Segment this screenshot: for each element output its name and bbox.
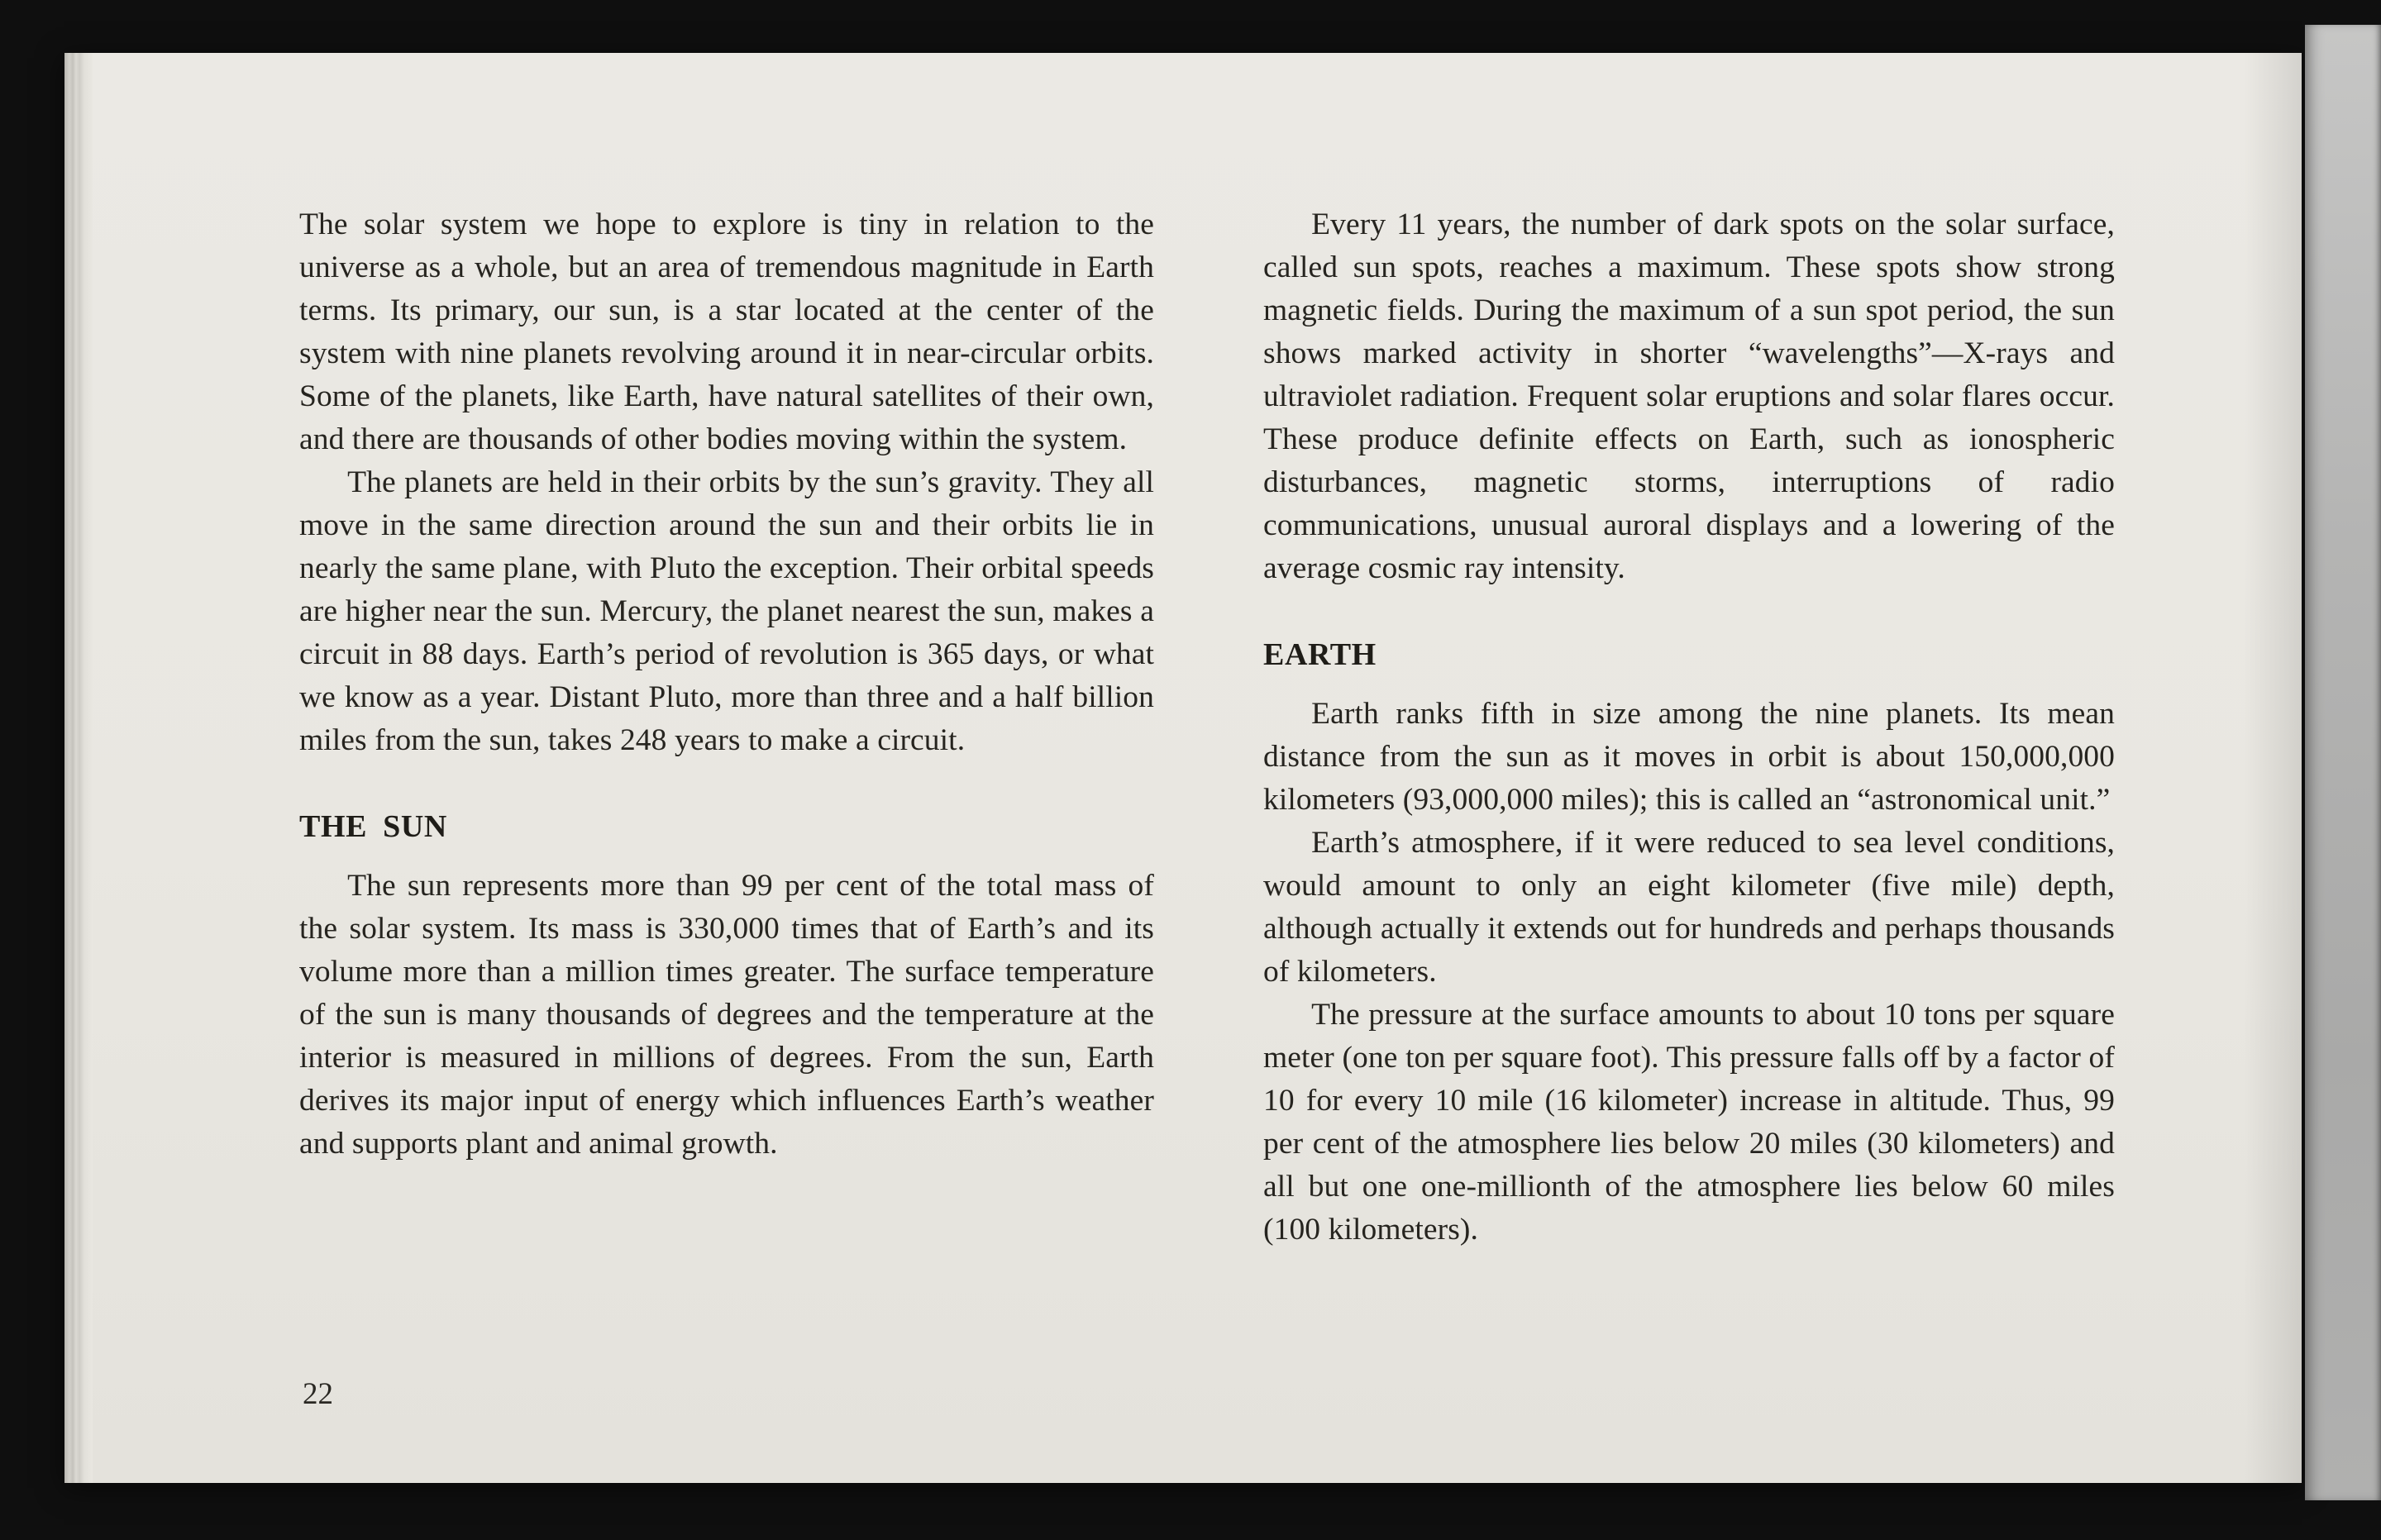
paragraph-earth-size: Earth ranks fifth in size among the nine planets. Its mean distance from the sun as it moves in orbit is about 150,000,000 kilometers (93,000,000 miles); this is called an “astronomical unit.” bbox=[1263, 697, 2115, 817]
paragraph-planet-orbits: The planets are held in their orbits by the sun’s gravity. They all move in the same direction around the sun and their orbits lie in nearly the same plane, with Pluto the exception. Their orbital speeds are higher near the sun. Mercury, the planet nearest the sun, makes a circuit in 88 days. Earth’s period of revolution is 365 days, or what we know as a year. Distant Pluto, more than three and a half billion miles from the sun, takes 248 years to make a circuit. bbox=[299, 465, 1154, 757]
page-content bbox=[64, 53, 2302, 1252]
section-heading-the-sun: THE SUN bbox=[299, 809, 447, 844]
paragraph-earth-atmosphere: Earth’s atmosphere, if it were reduced to sea level conditions, would amount to only an eight kilometer (five mile) depth, although actually it extends out for hundreds and perhaps thousands of kilometers. bbox=[1263, 826, 2115, 989]
paragraph-solar-system-intro: The solar system we hope to explore is tiny in relation to the universe as a whole, but an area of tremendous magnitude in Earth terms. Its primary, our sun, is a star located at the center of the system with nine planets revolving around it in near-circular orbits. Some of the planets, like Earth, have natural satellites of their own, and there are thousands of other bodies moving within the system. bbox=[299, 207, 1154, 456]
paragraph-sun-facts: The sun represents more than 99 per cent of the total mass of the solar system. Its mass is 330,000 times that of Earth’s and its volume more than a million times greater. The surface temperature of the sun is many thousands of degrees and the temperature at the interior is measured in millions of degrees. From the sun, Earth derives its major input of energy which influences Earth’s weather and supports plant and animal growth. bbox=[299, 869, 1154, 1161]
right-page-edge bbox=[2305, 25, 2381, 1500]
section-heading-earth: EARTH bbox=[1263, 637, 1377, 672]
book-page bbox=[64, 53, 2302, 1483]
paragraph-surface-pressure: The pressure at the surface amounts to about 10 tons per square meter (one ton per square foot). This pressure falls off by a factor of 10 for every 10 mile (16 kilometer) increase in altitude. Thus, 99 per cent of the atmosphere lies below 20 miles (30 kilometers) and all but one one-millionth of the atmosphere lies below 60 miles (100 kilometers). bbox=[1263, 998, 2115, 1247]
page-number: 22 bbox=[303, 1377, 333, 1411]
paragraph-sunspots: Every 11 years, the number of dark spots on the solar surface, called sun spots, reaches a maximum. These spots show strong magnetic fields. During the maximum of a sun spot period, the sun shows marked activity in shorter “wavelengths”—X-rays and ultraviolet radiation. Frequent solar eruptions and solar flares occur. These produce definite effects on Earth, such as ionospheric disturbances, magnetic storms, interruptions of radio communications, unusual auroral displays and a lowering of the average cosmic ray intensity. bbox=[1263, 207, 2115, 585]
left-column bbox=[299, 203, 1154, 1252]
right-column bbox=[1263, 203, 2115, 1252]
